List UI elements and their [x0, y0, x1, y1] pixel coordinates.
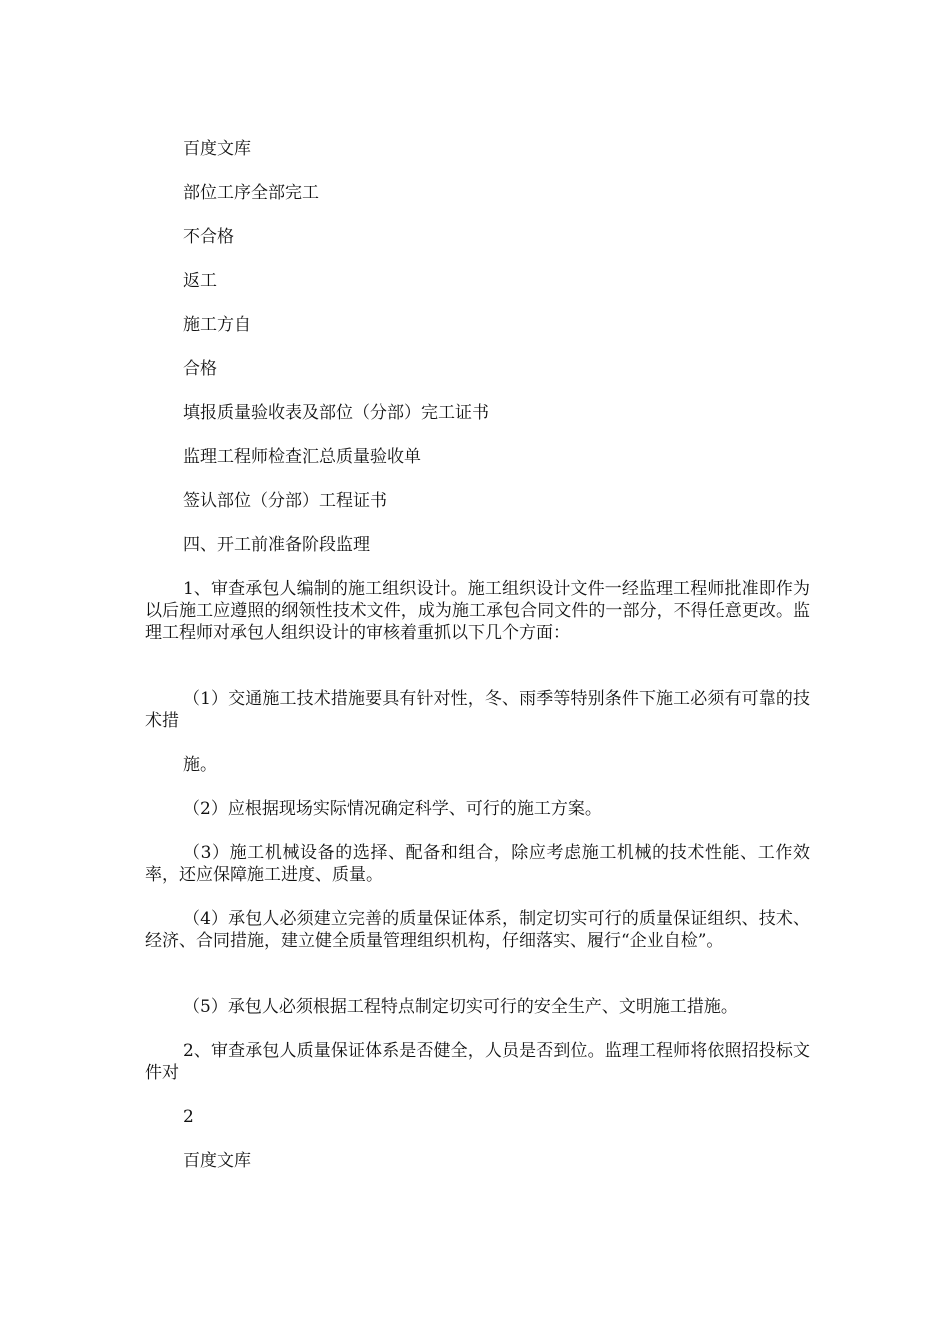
paragraph-item-1-continued: 施。: [183, 755, 217, 775]
footer-watermark: 百度文库: [183, 1151, 251, 1171]
header-watermark: 百度文库: [183, 139, 251, 159]
paragraph-item-4: （4）承包人必须建立完善的质量保证体系，制定切实可行的质量保证组织、技术、经济、合同措施，建立健全质量管理组织机构，仔细落实、履行“企业自检”。: [145, 909, 810, 951]
paragraph-item-1: （1）交通施工技术措施要具有针对性，冬、雨季等特别条件下施工必须有可靠的技术措: [145, 689, 810, 731]
flow-step-engineer-check: 监理工程师检查汇总质量验收单: [183, 447, 421, 467]
paragraph-item-2: （2）应根据现场实际情况确定科学、可行的施工方案。: [183, 799, 602, 819]
flow-step-qualified: 合格: [183, 359, 217, 379]
paragraph-item-3: （3）施工机械设备的选择、配备和组合，除应考虑施工机械的技术性能、工作效率，还应保障施工进度、质量。: [145, 843, 810, 885]
paragraph-1: 1、审查承包人编制的施工组织设计。施工组织设计文件一经监理工程师批准即作为以后施工应遵照的纲领性技术文件，成为施工承包合同文件的一部分，不得任意更改。监理工程师对承包人组织设计的审核着重抓以下几个方面：: [145, 579, 810, 643]
paragraph-2: 2、审查承包人质量保证体系是否健全，人员是否到位。监理工程师将依照招投标文件对: [145, 1041, 810, 1083]
flow-step-unqualified: 不合格: [183, 227, 234, 247]
flow-step-rework: 返工: [183, 271, 217, 291]
flow-step-fill-form: 填报质量验收表及部位（分部）完工证书: [183, 403, 489, 423]
flow-step-sign-certificate: 签认部位（分部）工程证书: [183, 491, 387, 511]
paragraph-item-5: （5）承包人必须根据工程特点制定切实可行的安全生产、文明施工措施。: [183, 997, 738, 1017]
section-title: 四、开工前准备阶段监理: [183, 535, 370, 555]
page-number: 2: [183, 1107, 194, 1127]
flow-step-complete: 部位工序全部完工: [183, 183, 319, 203]
flow-step-self-check: 施工方自: [183, 315, 251, 335]
